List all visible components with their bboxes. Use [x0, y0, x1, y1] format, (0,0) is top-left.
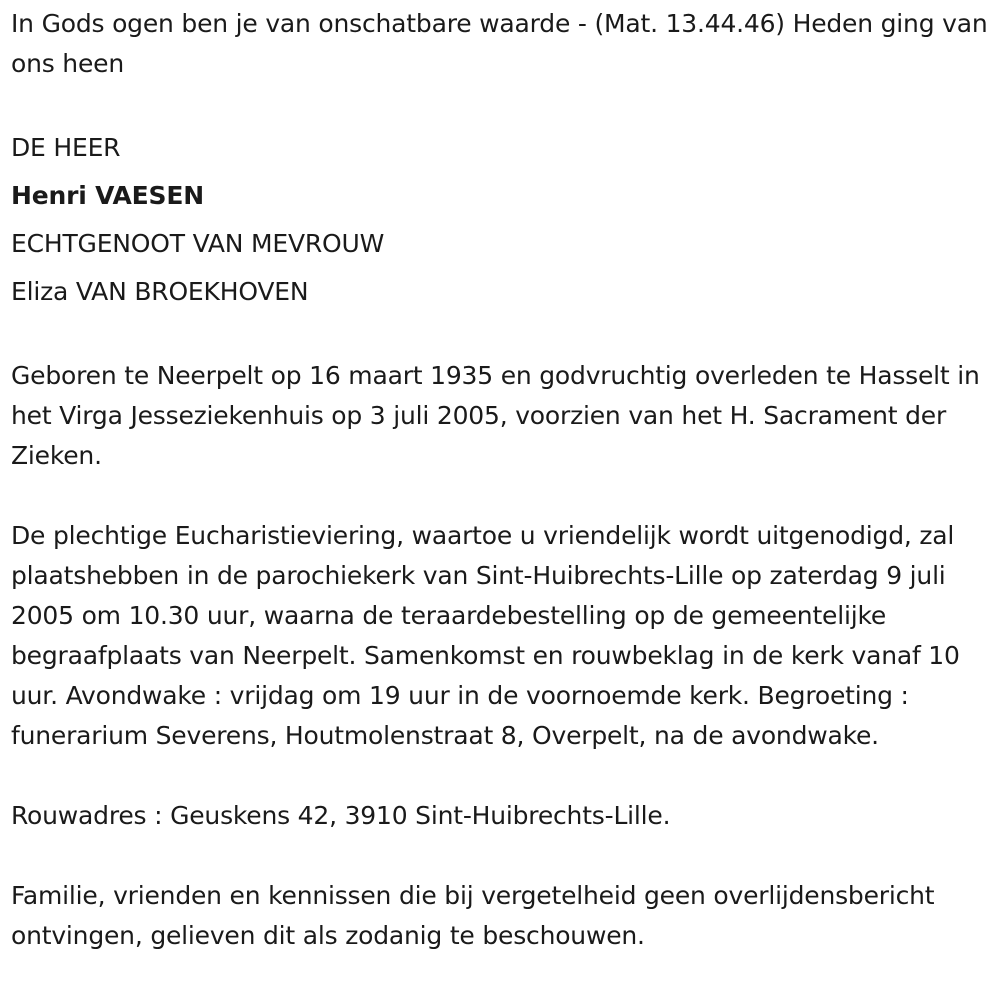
spouse-name: Eliza VAN BROEKHOVEN [11, 277, 309, 306]
address-paragraph: Rouwadres : Geuskens 42, 3910 Sint-Huibrechts-Lille. [11, 801, 671, 830]
spacer [11, 316, 996, 356]
spacer [11, 476, 996, 516]
birth-death-paragraph: Geboren te Neerpelt op 16 maart 1935 en godvruchtig overleden te Hasselt in het Virga Jesseziekenhuis op 3 juli 2005, voorzien van het H. Sacrament der Zieken. [11, 361, 980, 470]
spacer [11, 756, 996, 796]
spacer [11, 836, 996, 876]
intro-text: In Gods ogen ben je van onschatbare waarde - (Mat. 13.44.46) Heden ging van ons heen [11, 9, 988, 78]
funeral-paragraph: De plechtige Eucharistieviering, waartoe u vriendelijk wordt uitgenodigd, zal plaatshebben in de parochiekerk van Sint-Huibrechts-Lille op zaterdag 9 juli 2005 om 10.30 uur, waarna de teraardebestelling op de gemeentelijke begraafplaats van Neerpelt. Samenkomst en rouwbeklag in de kerk vanaf 10 uur. Avondwake : vrijdag om 19 uur in de voornoemde kerk. Begroeting : funerarium Severens, Houtmolenstraat 8, Overpelt, na de avondwake. [11, 521, 960, 750]
spacer [11, 84, 996, 124]
obituary-notice [11, 4, 996, 956]
title-text: DE HEER [11, 133, 121, 162]
relation-text: ECHTGENOOT VAN MEVROUW [11, 229, 385, 258]
closing-paragraph: Familie, vrienden en kennissen die bij vergetelheid geen overlijdensbericht ontvingen, gelieven dit als zodanig te beschouwen. [11, 881, 935, 950]
deceased-name: Henri VAESEN [11, 181, 204, 210]
